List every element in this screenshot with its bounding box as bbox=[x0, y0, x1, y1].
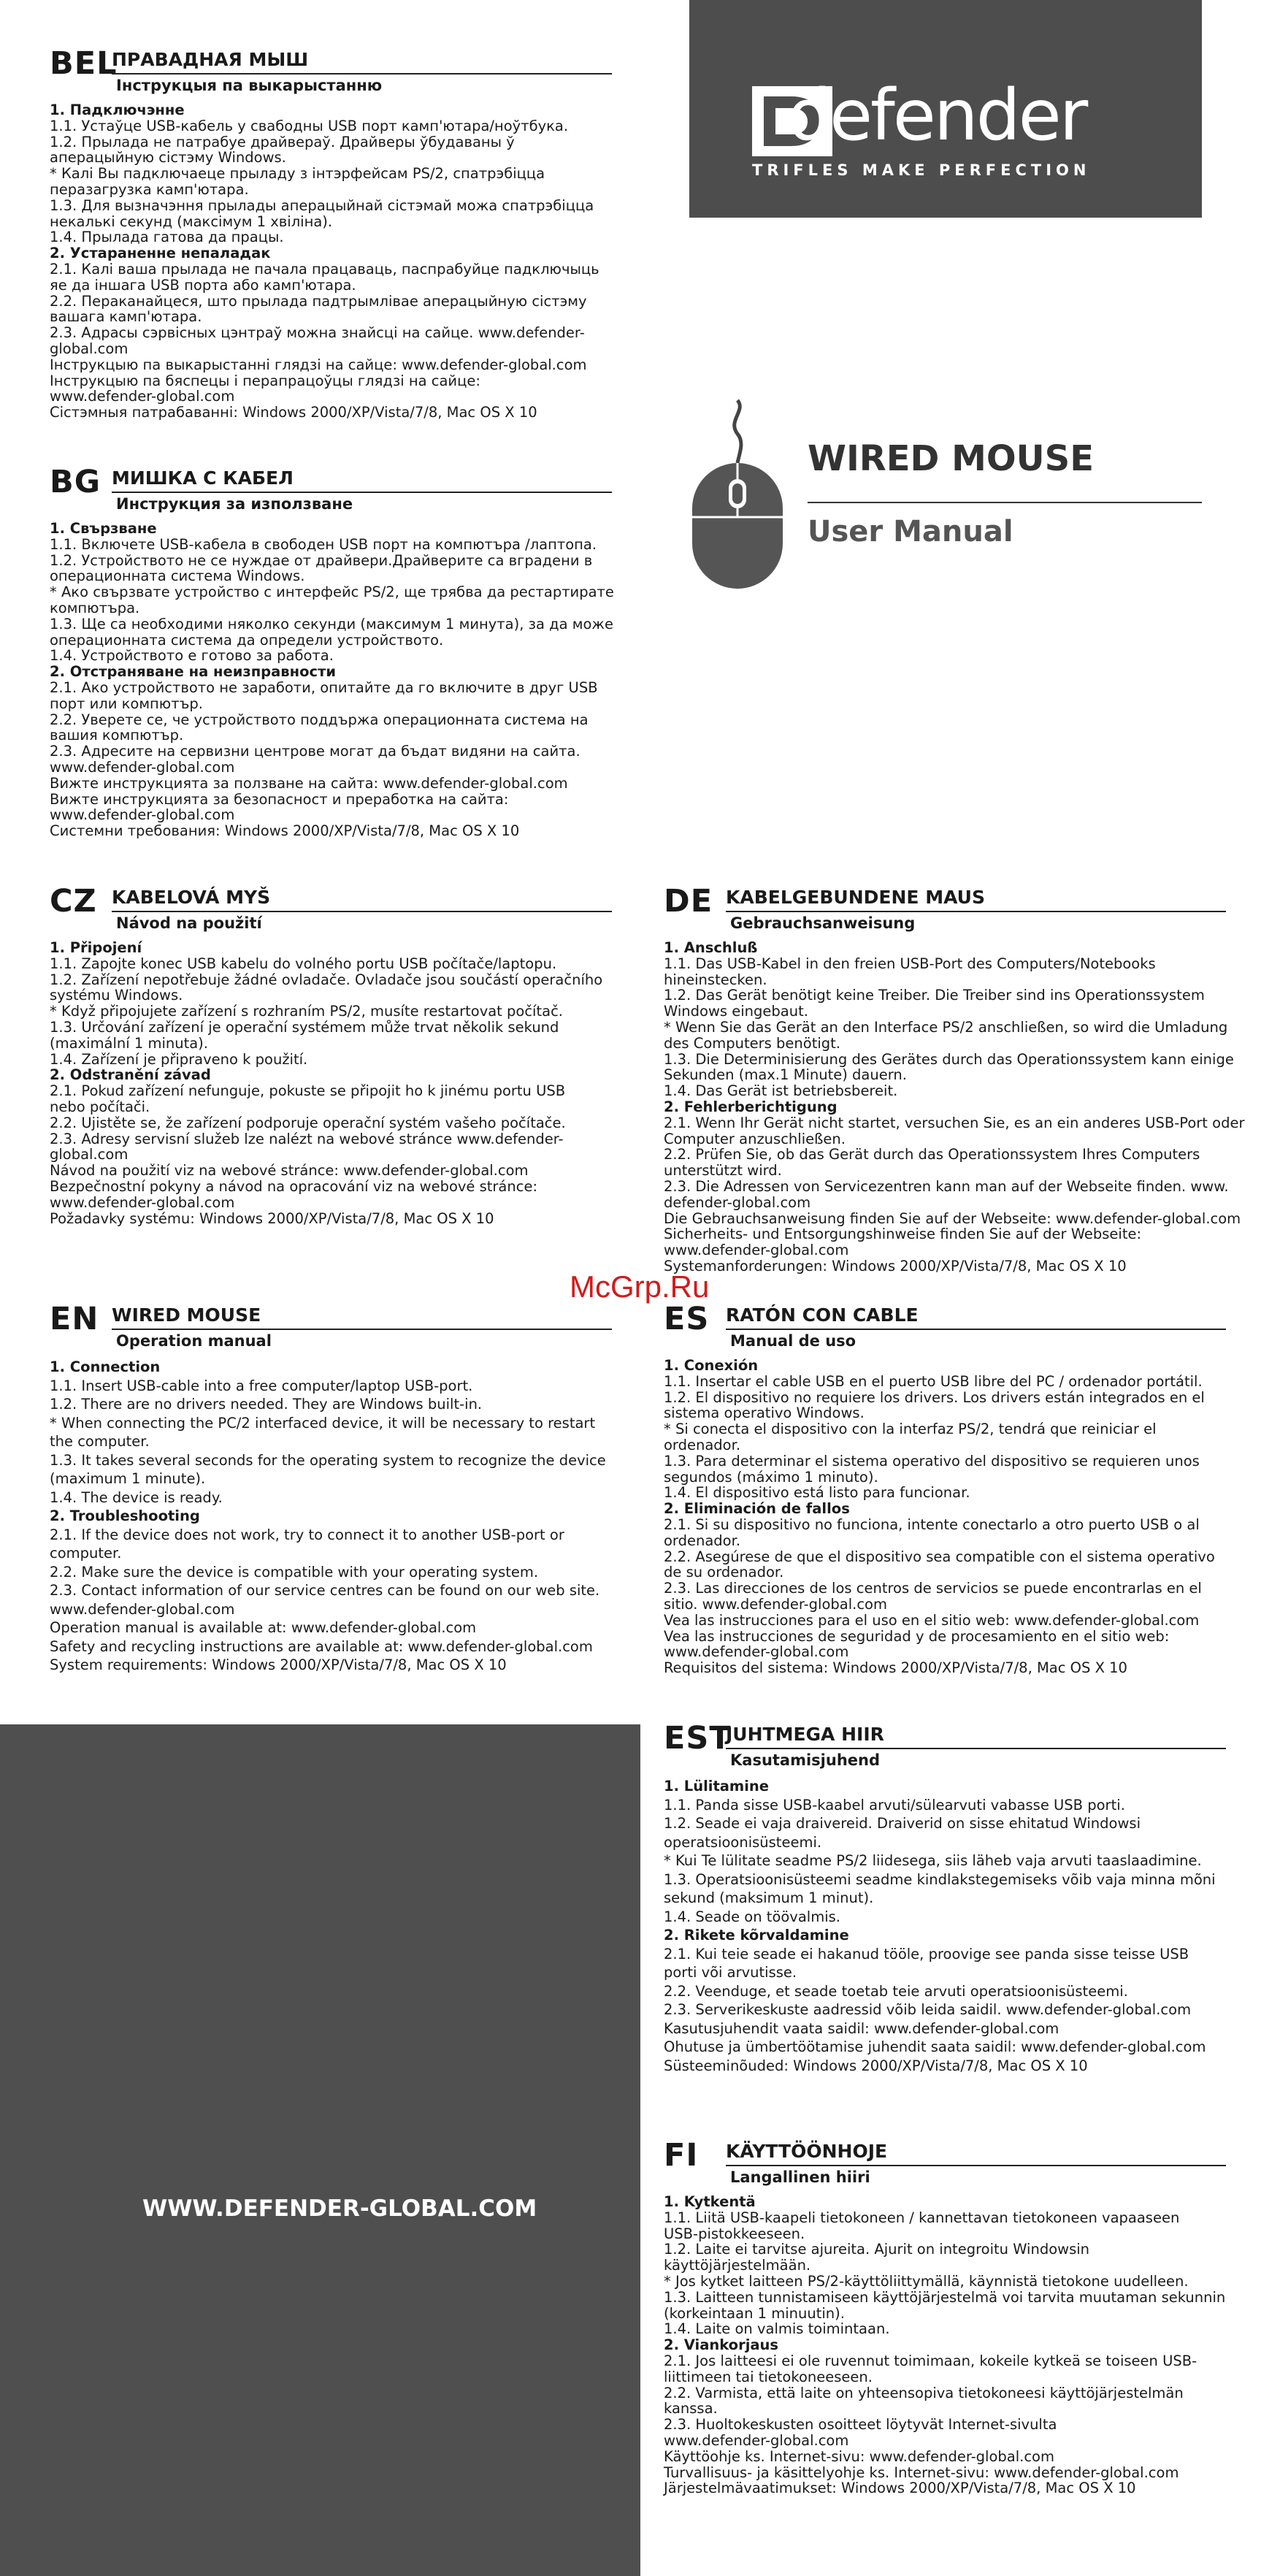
instruction-line: * When connecting the PC/2 interfaced device, it will be necessary to restart bbox=[50, 1414, 596, 1432]
section-subtitle: Návod na použití bbox=[116, 914, 262, 932]
instruction-line: Системни требования: Windows 2000/XP/Vista/7/8, Mac OS X 10 bbox=[50, 822, 520, 840]
instruction-line: компютъра. bbox=[50, 599, 140, 616]
instruction-line: Computer anzuschließen. bbox=[664, 1130, 846, 1147]
instruction-line: USB-pistokkeeseen. bbox=[664, 2225, 805, 2242]
brand-name: defender bbox=[787, 74, 1087, 156]
instruction-line: 2.3. Las direcciones de los centros de servicios se puede encontrarlas en el bbox=[664, 1580, 1202, 1597]
language-code: CZ bbox=[50, 883, 97, 920]
instruction-line: System requirements: Windows 2000/XP/Vista/7/8, Mac OS X 10 bbox=[50, 1656, 507, 1673]
product-subtitle: User Manual bbox=[808, 515, 1013, 549]
instruction-line: Вижте инструкцията за ползване на сайта: www.defender-global.com bbox=[50, 774, 568, 792]
section-subtitle: Operation manual bbox=[116, 1332, 272, 1350]
section-title: KABELGEBUNDENE MAUS bbox=[726, 886, 1226, 912]
section-title: RATÓN CON CABLE bbox=[726, 1304, 1226, 1330]
instruction-line: 2.1. Kui teie seade ei hakanud tööle, proovige see panda sisse teisse USB bbox=[664, 1945, 1189, 1962]
instruction-line: 1.3. Laitteen tunnistamiseen käyttöjärjestelmä voi tarvita muutaman sekunnin bbox=[664, 2288, 1226, 2306]
instruction-line: некалькі секунд (максімум 1 хвіліна). bbox=[50, 213, 333, 230]
instruction-line: Operation manual is available at: www.defender-global.com bbox=[50, 1619, 477, 1636]
instruction-line: * Když připojujete zařízení s rozhraním PS/2, musíte restartovat počítač. bbox=[50, 1003, 563, 1020]
instruction-line: Kasutusjuhendit vaata saidil: www.defender-global.com bbox=[664, 2019, 1059, 2037]
instruction-line: 2.2. Prüfen Sie, ob das Gerät durch das Operationssystem Ihres Computers bbox=[664, 1146, 1200, 1163]
instruction-line: 1.1. Zapojte konec USB kabelu do volného portu USB počítače/laptopu. bbox=[50, 955, 557, 972]
section-subtitle: Інструкцыя па выкарыстанню bbox=[116, 77, 383, 94]
section-title: KABELOVÁ MYŠ bbox=[112, 886, 612, 912]
instruction-line: вашия компютър. bbox=[50, 727, 184, 744]
instruction-line: (maximální 1 minuta). bbox=[50, 1034, 208, 1052]
instruction-line: nebo počítači. bbox=[50, 1098, 150, 1115]
instruction-line: global.com bbox=[50, 1146, 129, 1163]
instruction-line: 1.3. Operatsioonisüsteemi seadme kindlakstegemiseks võib vaja minna mõni bbox=[664, 1870, 1216, 1888]
instructions bbox=[50, 521, 612, 839]
title-divider bbox=[808, 502, 1202, 503]
instruction-line: 1.4. Das Gerät ist betriebsbereit. bbox=[664, 1082, 898, 1100]
instructions bbox=[50, 1358, 612, 1675]
instruction-line: перазагрузка камп'ютара. bbox=[50, 180, 249, 198]
instruction-line: operatsioonisüsteemi. bbox=[664, 1833, 822, 1851]
instruction-line: www.defender-global.com bbox=[664, 2431, 849, 2449]
instruction-line: * Wenn Sie das Gerät an den Interface PS/2 anschließen, so wird die Umladung bbox=[664, 1018, 1228, 1036]
section-heading: 2. Odstranění závad bbox=[50, 1066, 211, 1084]
instruction-line: 2.1. Si su dispositivo no funciona, intente conectarlo a otro puerto USB o al bbox=[664, 1516, 1200, 1533]
section-subtitle: Gebrauchsanweisung bbox=[730, 914, 916, 932]
instruction-line: 2.2. Veenduge, et seade toetab teie arvuti operatsioonisüsteemi. bbox=[664, 1982, 1128, 2000]
section-heading: 1. Anschluß bbox=[664, 939, 758, 956]
instruction-line: * Kui Te lülitate seadme PS/2 liidesega, siis läheb vaja arvuti taaslaadimine. bbox=[664, 1852, 1202, 1869]
instruction-line: 1.3. Для вызначэння прылады аперацыйнай сістэмай можа спатрэбіцца bbox=[50, 196, 594, 214]
website-link[interactable]: WWW.DEFENDER-GLOBAL.COM bbox=[142, 2195, 537, 2222]
instruction-line: 1.2. Das Gerät benötigt keine Treiber. Die Treiber sind ins Operationssystem bbox=[664, 987, 1205, 1004]
instructions bbox=[664, 1358, 1226, 1676]
instruction-line: Vea las instrucciones para el uso en el sitio web: www.defender-global.com bbox=[664, 1611, 1200, 1629]
instruction-line: 1.4. Прылада гатова да працы. bbox=[50, 229, 284, 246]
instruction-line: 1.4. Zařízení je připraveno k použití. bbox=[50, 1050, 308, 1068]
instruction-line: 1.2. El dispositivo no requiere los drivers. Los drivers están integrados en el bbox=[664, 1388, 1205, 1406]
instruction-line: 1.2. Seade ei vaja draivereid. Draiverid on sisse ehitatud Windowsi bbox=[664, 1815, 1141, 1832]
section-heading: 2. Fehlerberichtigung bbox=[664, 1098, 838, 1115]
instruction-line: 1.2. Устройството не се нуждае от драйвери.Драйверите са вградени в bbox=[50, 551, 593, 569]
instruction-line: segundos (máximo 1 minuto). bbox=[664, 1468, 878, 1486]
instruction-line: 1.1. Das USB-Kabel in den freien USB-Port des Computers/Notebooks bbox=[664, 955, 1156, 972]
instruction-line: 2.1. Калі ваша прылада не пачала працаваць, паспрабуйце падключыць bbox=[50, 260, 599, 278]
instruction-line: www.defender-global.com bbox=[50, 758, 235, 776]
instruction-line: 1.1. Insertar el cable USB en el puerto USB libre del PC / ordenador portátil. bbox=[664, 1372, 1203, 1390]
section-subtitle: Kasutamisjuhend bbox=[730, 1751, 881, 1769]
instruction-line: de su ordenador. bbox=[664, 1564, 784, 1581]
brand-tagline: TRIFLES MAKE PERFECTION bbox=[752, 161, 1091, 179]
instruction-line: * Ако свързвате устройство с интерфейс PS/2, ще трябва да рестартирате bbox=[50, 584, 614, 601]
section-heading: 2. Troubleshooting bbox=[50, 1507, 200, 1524]
instruction-line: sekund (maksimum 1 minut). bbox=[664, 1889, 874, 1906]
language-code: ES bbox=[664, 1301, 710, 1337]
instruction-line: Windows eingebaut. bbox=[664, 1003, 808, 1020]
section-heading: 2. Viankorjaus bbox=[664, 2336, 779, 2354]
instruction-line: Süsteeminõuded: Windows 2000/XP/Vista/7/8, Mac OS X 10 bbox=[664, 2057, 1088, 2074]
section-heading: 1. Conexión bbox=[664, 1357, 759, 1374]
instruction-line: systému Windows. bbox=[50, 987, 183, 1004]
section-title: JUHTMEGA HIIR bbox=[726, 1723, 1226, 1749]
instruction-line: Sekunden (max.1 Minute) dauern. bbox=[664, 1066, 907, 1084]
section-heading: 2. Rikete kõrvaldamine bbox=[664, 1927, 849, 1944]
instruction-line: www.defender-global.com bbox=[664, 1242, 849, 1259]
instruction-line: 1.4. Laite on valmis toimintaan. bbox=[664, 2320, 890, 2338]
section-subtitle: Langallinen hiiri bbox=[730, 2168, 870, 2186]
instruction-line: 1.3. Die Determinisierung des Gerätes durch das Operationssystem kann einige bbox=[664, 1050, 1234, 1068]
instruction-line: вашага камп'ютара. bbox=[50, 308, 202, 326]
instruction-line: 2.1. Pokud zařízení nefunguje, pokuste se připojit ho k jinému portu USB bbox=[50, 1082, 566, 1100]
mouse-icon bbox=[686, 396, 789, 593]
instruction-line: 2.2. Пераканайцеся, што прылада падтрымлівае аперацыйную сістэму bbox=[50, 292, 587, 310]
instruction-line: 1.4. El dispositivo está listo para funcionar. bbox=[664, 1484, 970, 1502]
section-title: KÄYTTÖÖNHOJE bbox=[726, 2140, 1226, 2166]
instruction-line: liittimeen tai tietokoneeseen. bbox=[664, 2368, 873, 2385]
instructions bbox=[664, 939, 1245, 1274]
instruction-line: Die Gebrauchsanweisung finden Sie auf der Webseite: www.defender-global.com bbox=[664, 1209, 1241, 1227]
instruction-line: 1.2. Zařízení nepotřebuje žádné ovladače. Ovladače jsou součástí operačního bbox=[50, 971, 603, 988]
section-title: МИШКА С КАБЕЛ bbox=[112, 467, 612, 493]
instruction-line: 1.2. Laite ei tarvitse ajureita. Ajurit on integroitu Windowsin bbox=[664, 2241, 1090, 2258]
instruction-line: 2.1. Ако устройството не заработи, опитайте да го включите в друг USB bbox=[50, 679, 598, 696]
instruction-line: des Computers benötigt. bbox=[664, 1034, 840, 1052]
instruction-line: Järjestelmävaatimukset: Windows 2000/XP/Vista/7/8, Mac OS X 10 bbox=[664, 2480, 1136, 2497]
watermark: McGrp.Ru bbox=[570, 1269, 710, 1304]
instruction-line: 1.3. Ще са необходими няколко секунди (максимум 1 минута), за да може bbox=[50, 615, 613, 632]
section-subtitle: Manual de uso bbox=[730, 1332, 856, 1350]
language-code: BEL bbox=[50, 45, 118, 82]
instruction-line: porti või arvutisse. bbox=[664, 1964, 797, 1981]
instruction-line: 2.2. Уверете се, че устройството поддържа операционната система на bbox=[50, 711, 589, 728]
section-heading: 1. Lülitamine bbox=[664, 1778, 770, 1795]
section-heading: 1. Připojení bbox=[50, 939, 142, 956]
instruction-line: www.defender-global.com bbox=[50, 388, 235, 405]
section-heading: 1. Kytkentä bbox=[664, 2193, 756, 2210]
instruction-line: www.defender-global.com bbox=[664, 1643, 849, 1661]
instruction-line: Safety and recycling instructions are available at: www.defender-global.com bbox=[50, 1637, 593, 1655]
instruction-line: 2.3. Die Adressen von Servicezentren kann man auf der Webseite finden. www. bbox=[664, 1177, 1229, 1195]
instruction-line: ordenador. bbox=[664, 1532, 741, 1549]
section-heading: 1. Connection bbox=[50, 1358, 161, 1375]
instruction-line: порт или компютър. bbox=[50, 695, 203, 712]
language-code: EST bbox=[664, 1720, 732, 1757]
instruction-line: * Si conecta el dispositivo con la interfaz PS/2, tendrá que reiniciar el bbox=[664, 1421, 1157, 1438]
instruction-line: hineinstecken. bbox=[664, 971, 767, 988]
section-title: ПРАВАДНАЯ МЫШ bbox=[112, 48, 612, 74]
instruction-line: 1.4. The device is ready. bbox=[50, 1488, 223, 1506]
instruction-line: 2.3. Adresy servisní služeb lze nalézt na webové stránce www.defender- bbox=[50, 1130, 564, 1147]
section-heading: 2. Устараненне непаладак bbox=[50, 245, 271, 262]
instruction-line: яе да іншага USB порта або камп'ютара. bbox=[50, 276, 356, 294]
instruction-line: Turvallisuus- ja käsittelyohje ks. Internet-sivu: www.defender-global.com bbox=[664, 2464, 1179, 2481]
instructions bbox=[50, 940, 612, 1226]
instruction-line: www.defender-global.com bbox=[50, 1193, 235, 1211]
instruction-line: 2.3. Serverikeskuste aadressid võib leida saidil. www.defender-global.com bbox=[664, 2001, 1192, 2018]
instruction-line: операционната система да определи устройството. bbox=[50, 631, 444, 649]
instruction-line: 2.1. Jos laitteesi ei ole ruvennut toimimaan, kokeile kytkeä se toiseen USB- bbox=[664, 2352, 1197, 2369]
product-title: WIRED MOUSE bbox=[808, 438, 1095, 479]
instruction-line: Вижте инструкцията за безопасност и преработка на сайта: bbox=[50, 790, 509, 808]
instruction-line: 2.3. Адрасы сэрвісных цэнтраў можна знайсці на сайце. www.defender- bbox=[50, 324, 585, 342]
instruction-line: Požadavky systému: Windows 2000/XP/Vista/7/8, Mac OS X 10 bbox=[50, 1209, 494, 1227]
instruction-line: 1.3. Para determinar el sistema operativo del dispositivo se requieren unos bbox=[664, 1452, 1200, 1469]
section-heading: 2. Eliminación de fallos bbox=[664, 1500, 850, 1518]
instruction-line: Requisitos del sistema: Windows 2000/XP/Vista/7/8, Mac OS X 10 bbox=[664, 1659, 1127, 1677]
instruction-line: 1.1. Liitä USB-kaapeli tietokoneen / kannettavan tietokoneen vapaaseen bbox=[664, 2209, 1180, 2226]
section-heading: 1. Падключэнне bbox=[50, 102, 185, 118]
language-code: EN bbox=[50, 1301, 99, 1337]
instructions bbox=[664, 1777, 1226, 2075]
language-code: DE bbox=[664, 883, 713, 920]
instruction-line: 1.3. It takes several seconds for the operating system to recognize the device bbox=[50, 1451, 606, 1469]
instructions bbox=[664, 2194, 1226, 2496]
instruction-line: global.com bbox=[50, 340, 129, 357]
instruction-line: unterstützt wird. bbox=[664, 1162, 782, 1180]
instruction-line: 1.2. There are no drivers needed. They are Windows built-in. bbox=[50, 1396, 483, 1413]
language-code: FI bbox=[664, 2137, 699, 2174]
website-panel bbox=[0, 1724, 640, 2576]
instructions bbox=[50, 102, 612, 421]
instruction-line: операционната система Windows. bbox=[50, 567, 305, 585]
instruction-line: www.defender-global.com bbox=[50, 1600, 235, 1618]
instruction-line: Bezpečnostní pokyny a návod na opracování viz na webové stránce: bbox=[50, 1177, 538, 1195]
instruction-line: sistema operativo Windows. bbox=[664, 1404, 865, 1422]
instruction-line: 1.1. Устаўце USB-кабель у свабодны USB порт камп'ютара/ноўтбука. bbox=[50, 117, 569, 134]
instruction-line: computer. bbox=[50, 1545, 122, 1562]
instruction-line: 2.3. Адресите на сервизни центрове могат да бъдат видяни на сайта. bbox=[50, 743, 580, 760]
instruction-line: 2.3. Huoltokeskusten osoitteet löytyvät Internet-sivulta bbox=[664, 2416, 1057, 2434]
section-heading: 2. Отстраняване на неизправности bbox=[50, 663, 337, 681]
instruction-line: 2.2. Ujistěte se, že zařízení podporuje operační systém vašeho počítače. bbox=[50, 1114, 566, 1131]
instruction-line: 2.2. Asegúrese de que el dispositivo sea compatible con el sistema operativo bbox=[664, 1548, 1215, 1565]
instruction-line: 1.1. Insert USB-cable into a free computer/laptop USB-port. bbox=[50, 1377, 473, 1394]
instruction-line: Vea las instrucciones de seguridad y de procesamiento en el sitio web: bbox=[664, 1627, 1170, 1645]
instruction-line: sitio. www.defender-global.com bbox=[664, 1595, 887, 1613]
instruction-line: * Jos kytket laitteen PS/2-käyttöliittymällä, käynnistä tietokone uudelleen. bbox=[664, 2272, 1189, 2290]
instruction-line: (korkeintaan 1 minuutin). bbox=[664, 2304, 845, 2322]
instruction-line: Ohutuse ja ümbertöötamise juhendit saata saidil: www.defender-global.com bbox=[664, 2038, 1206, 2055]
instruction-line: * Калі Вы падключаеце прыладу з інтэрфейсам PS/2, спатрэбіцца bbox=[50, 165, 545, 183]
instruction-line: Sicherheits- und Entsorgungshinweise finden Sie auf der Webseite: bbox=[664, 1226, 1142, 1243]
instruction-line: (maximum 1 minute). bbox=[50, 1470, 206, 1487]
section-heading: 1. Свързване bbox=[50, 520, 157, 537]
instruction-line: 1.4. Устройството е готово за работа. bbox=[50, 647, 334, 665]
instruction-line: 2.3. Contact information of our service centres can be found on our web site. bbox=[50, 1582, 600, 1599]
instruction-line: Інструкцыю па бяспецы і перапрацоўцы глядзі на сайце: bbox=[50, 372, 480, 389]
instruction-line: 1.3. Určování zařízení je operační systémem může trvat několik sekund bbox=[50, 1018, 559, 1036]
section-subtitle: Инструкция за използване bbox=[116, 495, 353, 513]
instruction-line: kanssa. bbox=[664, 2400, 718, 2418]
instruction-line: 1.2. Прылада не патрабуе драйвераў. Драйверы ўбудаваны ў bbox=[50, 133, 515, 150]
brand-logo-panel bbox=[689, 0, 1202, 218]
instruction-line: Käyttöohje ks. Internet-sivu: www.defender-global.com bbox=[664, 2447, 1054, 2465]
instruction-line: käyttöjärjestelmään. bbox=[664, 2257, 811, 2274]
instruction-line: Systemanforderungen: Windows 2000/XP/Vista/7/8, Mac OS X 10 bbox=[664, 1257, 1127, 1274]
instruction-line: 2.1. Wenn Ihr Gerät nicht startet, versuchen Sie, es an ein anderes USB-Port oder bbox=[664, 1114, 1245, 1131]
instruction-line: аперацыйную сістэму Windows. bbox=[50, 149, 286, 167]
instruction-line: defender-global.com bbox=[664, 1193, 811, 1211]
instruction-line: 1.1. Panda sisse USB-kaabel arvuti/sülearvuti vabasse USB porti. bbox=[664, 1796, 1125, 1813]
instruction-line: Інструкцыю па выкарыстанні глядзі на сайце: www.defender-global.com bbox=[50, 356, 587, 373]
instruction-line: Návod na použití viz na webové stránce: www.defender-global.com bbox=[50, 1162, 529, 1180]
instruction-line: Сістэмныя патрабаванні: Windows 2000/XP/Vista/7/8, Mac OS X 10 bbox=[50, 404, 537, 421]
instruction-line: 2.2. Make sure the device is compatible with your operating system. bbox=[50, 1563, 539, 1581]
instruction-line: www.defender-global.com bbox=[50, 806, 235, 824]
instruction-line: ordenador. bbox=[664, 1436, 741, 1453]
section-title: WIRED MOUSE bbox=[112, 1304, 612, 1330]
instruction-line: 2.1. If the device does not work, try to connect it to another USB-port or bbox=[50, 1526, 564, 1543]
instruction-line: 2.2. Varmista, että laite on yhteensopiva tietokoneesi käyttöjärjestelmän bbox=[664, 2384, 1184, 2401]
instruction-line: 1.4. Seade on töövalmis. bbox=[664, 1908, 840, 1925]
language-code: BG bbox=[50, 464, 101, 500]
instruction-line: 1.1. Включете USB-кабела в свободен USB порт на компютъра /лаптопа. bbox=[50, 535, 597, 553]
instruction-line: the computer. bbox=[50, 1433, 150, 1450]
